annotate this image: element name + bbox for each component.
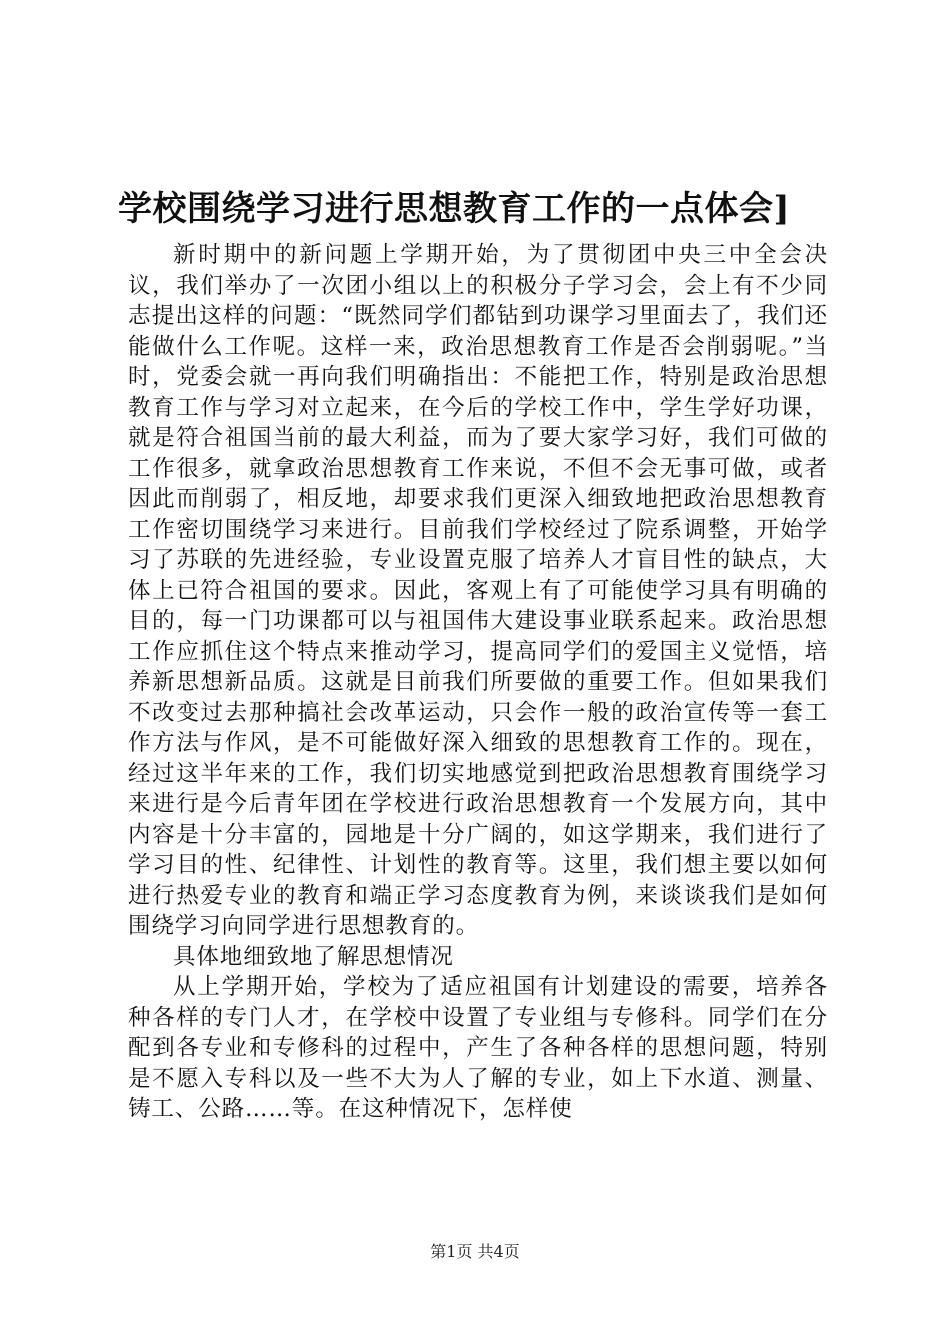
- section-heading: 具体地细致地了解思想情况: [173, 943, 454, 970]
- document-title: 学校围绕学习进行思想教育工作的一点体会]: [118, 189, 791, 229]
- document-body: [128, 240, 828, 1125]
- paragraph-section-1: 从上学期开始，学校为了适应祖国有计划建设的需要，培养各种各样的专门人才，在学校中设置了专业组与专修科。同学们在分配到各专业和专修科的过程中，产生了各种各样的思想问题，特别是不愿入专科以及一些不大为人了解的专业，如上下水道、测量、铸工、公路……等。在这种情况下，怎样使: [128, 974, 828, 1122]
- page-number-footer: 第1页 共4页: [430, 1242, 520, 1261]
- paragraph-intro: 新时期中的新问题上学期开始，为了贯彻团中央三中全会决议，我们举办了一次团小组以上的积极分子学习会，会上有不少同志提出这样的问题：“既然同学们都钻到功课学习里面去了，我们还能做什么工作呢。这样一来，政治思想教育工作是否会削弱呢。”当时，党委会就一再向我们明确指出：不能把工作，特别是政治思想教育工作与学习对立起来，在今后的学校工作中，学生学好功课，就是符合祖国当前的最大利益，而为了要大家学习好，我们可做的工作很多，就拿政治思想教育工作来说，不但不会无事可做，或者因此而削弱了，相反地，却要求我们更深入细致地把政治思想教育工作密切围绕学习来进行。目前我们学校经过了院系调整，开始学习了苏联的先进经验，专业设置克服了培养人才盲目性的缺点，大体上已符合祖国的要求。因此，客观上有了可能使学习具有明确的目的，每一门功课都可以与祖国伟大建设事业联系起来。政治思想工作应抓住这个特点来推动学习，提高同学们的爱国主义觉悟，培养新思想新品质。这就是目前我们所要做的重要工作。但如果我们不改变过去那种搞社会改革运动，只会作一般的政治宣传等一套工作方法与作风，是不可能做好深入细致的思想教育工作的。现在，经过这半年来的工作，我们切实地感觉到把政治思想教育围绕学习来进行是今后青年团在学校进行政治思想教育一个发展方向，其中内容是十分丰富的，园地是十分广阔的，如这学期来，我们进行了学习目的性、纪律性、计划性的教育等。这里，我们想主要以如何进行热爱专业的教育和端正学习态度教育为例，来谈谈我们是如何围绕学习向同学进行思想教育的。: [128, 242, 828, 939]
